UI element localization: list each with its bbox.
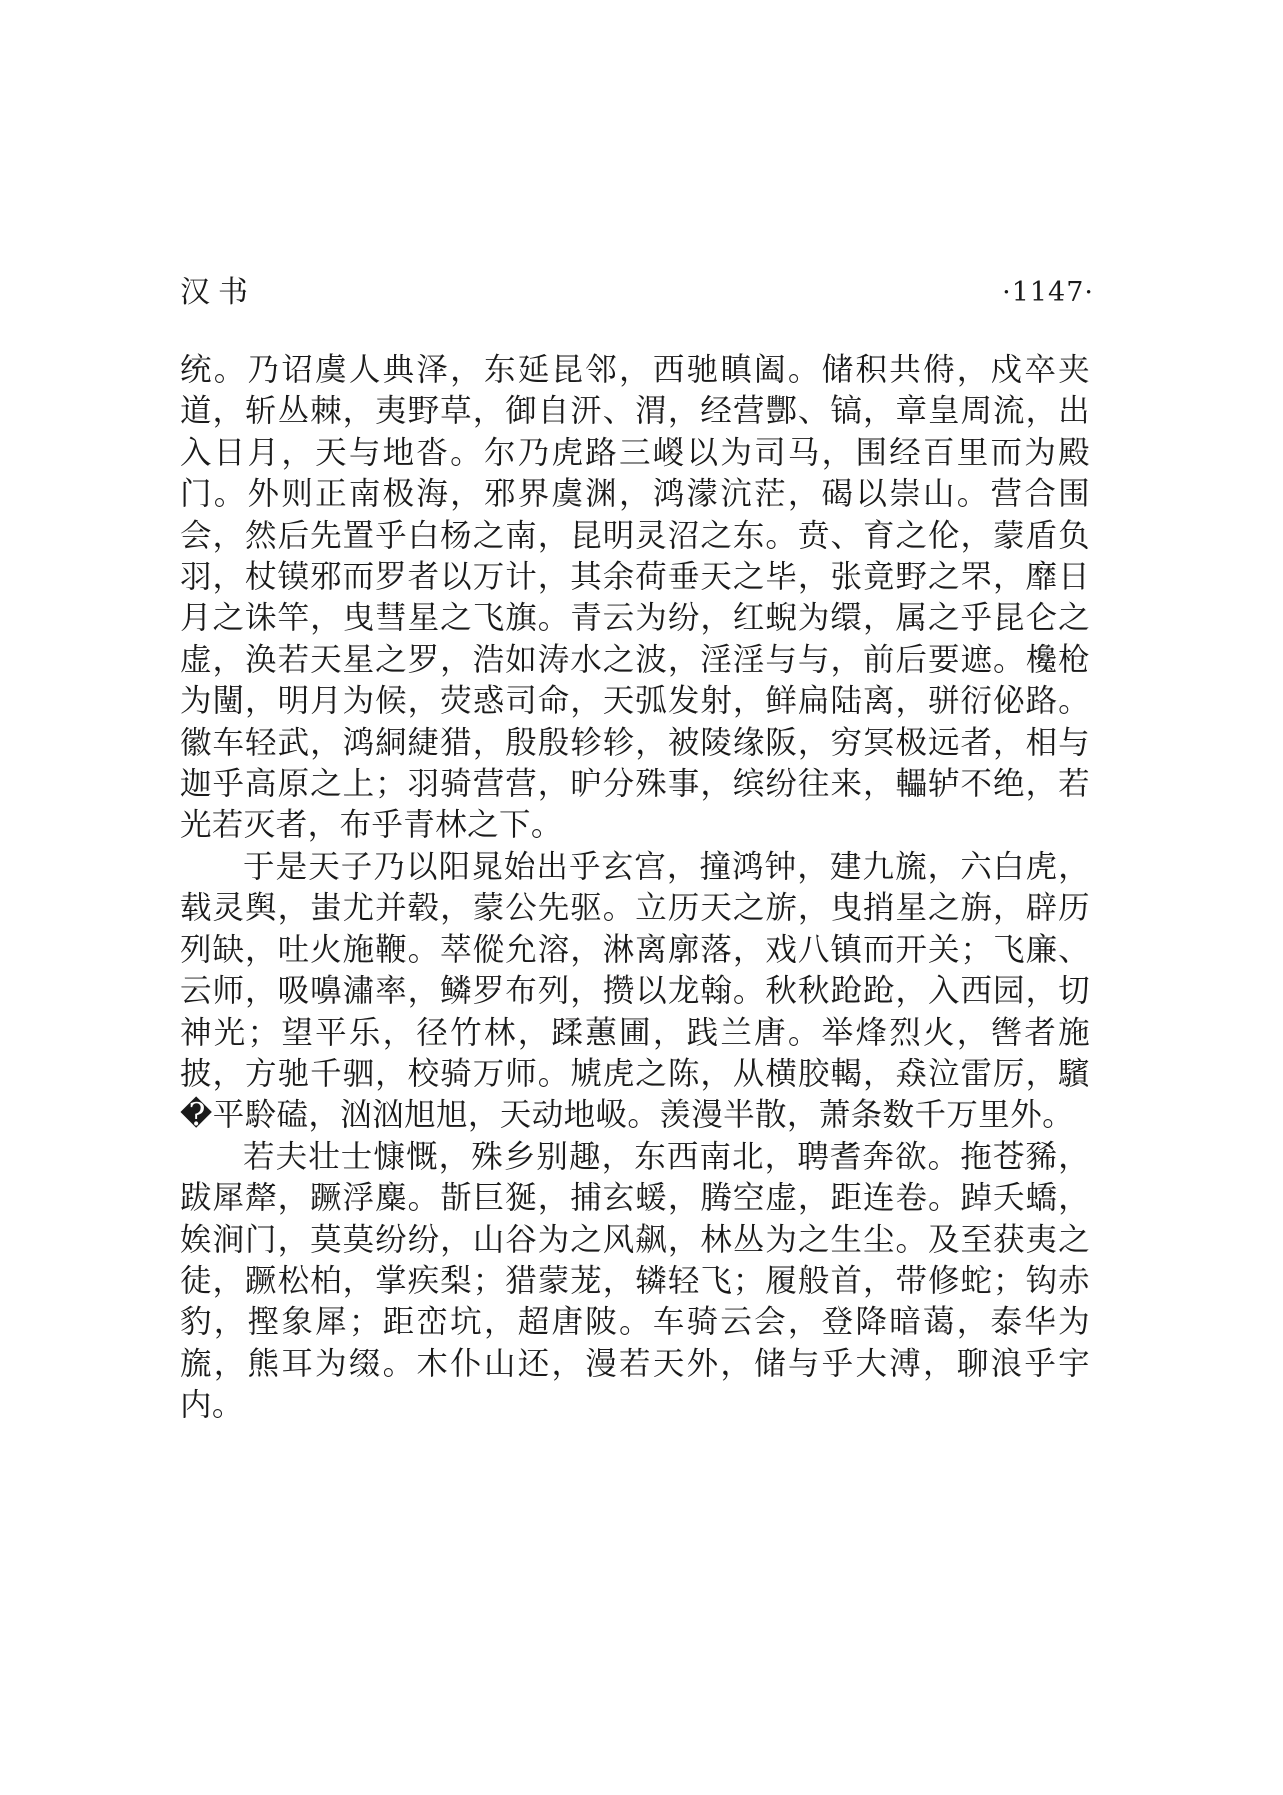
- page-number: ·1147·: [1002, 277, 1094, 308]
- paragraph: 于是天子乃以阳晁始出乎玄宫，撞鸿钟，建九旒，六白虎，载灵舆，蚩尤并毂，蒙公先驱。立历天之旂，曳捎星之旃，辟历列缺，吐火施鞭。萃傱允溶，淋离廓落，戏八镇而开关；飞廉、云师，吸嚊潚率，鳞罗布列，攒以龙翰。秋秋跄跄，入西园，切神光；望平乐，径竹林，蹂蕙圃，践兰唐。举烽烈火，辔者施披，方驰千驷，校骑万师。虓虎之陈，从横胶輵，猋泣雷厉，驞�平駖磕，汹汹旭旭，天动地岋。羡漫半散，萧条数千万里外。: [180, 848, 1090, 1134]
- paragraph-continued: 统。乃诏虞人典泽，东延昆邻，西驰瞋阖。储积共偫，戍卒夹道，斩丛棘，夷野草，御自汧、渭，经营酆、镐，章皇周流，出入日月，天与地沓。尔乃虎路三嵕以为司马，围经百里而为殿门。外则正南极海，邪界虞渊，鸿濛沆茫，碣以崇山。营合围会，然后先置乎白杨之南，昆明灵沼之东。贲、育之伦，蒙盾负羽，杖镆邪而罗者以万计，其余荷垂天之毕，张竟野之罘，靡日月之诛竿，曳彗星之飞旗。青云为纷，红蜺为缳，属之乎昆仑之虚，涣若天星之罗，浩如涛水之波，淫淫与与，前后要遮。欃枪为闉，明月为候，荧惑司命，天弧发射，鲜扁陆离，骈衍佖路。徽车轻武，鸿絧緁猎，殷殷轸轸，被陵缘阪，穷冥极远者，相与迦乎高原之上；羽骑营营，昈分殊事，缤纷往来，轠轳不绝，若光若灭者，布乎青林之下。: [180, 352, 1090, 844]
- text-body: [180, 350, 1090, 1427]
- running-header: [180, 268, 1094, 318]
- paragraph: 若夫壮士慷慨，殊乡别趣，东西南北，聘耆奔欲。拖苍豨，跋犀犛，蹶浮麋。斮巨狿，捕玄蝯，腾空虚，距连卷。踔夭蟜，娭涧门，莫莫纷纷，山谷为之风飙，林丛为之生尘。及至获夷之徒，蹶松柏，掌疾梨；猎蒙茏，辚轻飞；履般首，带修蛇；钩赤豹，摼象犀；距峦坑，超唐陂。车骑云会，登降暗蔼，泰华为旒，熊耳为缀。木仆山还，漫若天外，储与乎大溥，聊浪乎宇内。: [180, 1138, 1090, 1424]
- book-title: 汉书: [180, 275, 256, 310]
